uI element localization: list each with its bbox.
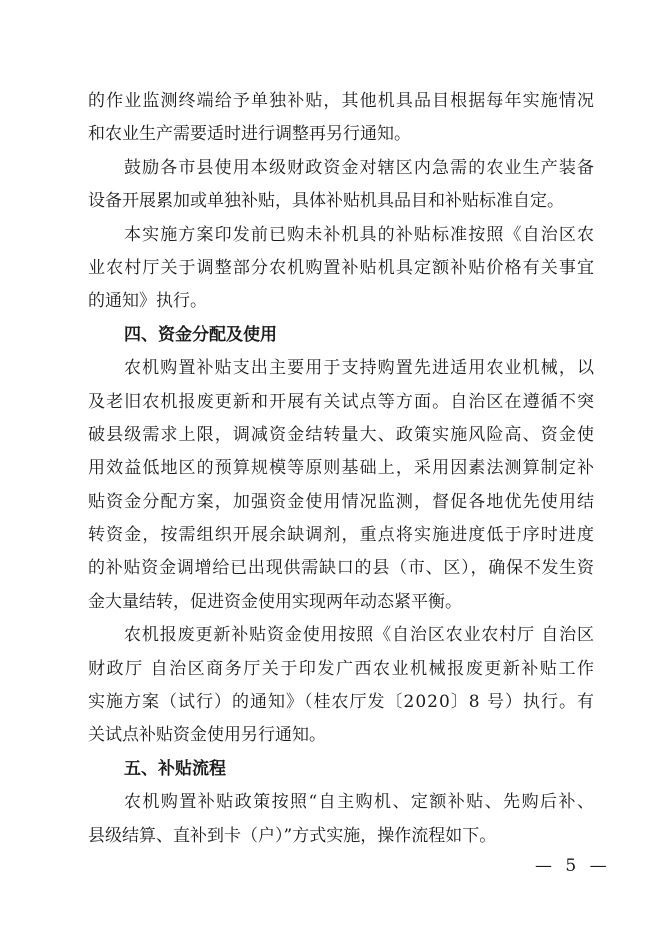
paragraph bbox=[88, 219, 594, 319]
paragraph bbox=[88, 619, 594, 753]
text-line bbox=[88, 519, 594, 552]
text-line-content: 设备开展累加或单独补贴，具体补贴机具品目和补贴标准自定。 bbox=[88, 191, 564, 212]
text-line-content: 五、补贴流程 bbox=[124, 758, 226, 779]
text-line bbox=[88, 686, 594, 719]
paragraph bbox=[88, 85, 594, 152]
text-line-content: 四、资金分配及使用 bbox=[124, 324, 277, 345]
page-number: — 5 — bbox=[535, 856, 611, 876]
paragraph bbox=[88, 152, 594, 219]
text-line-content: 及老旧农机报废更新和开展有关试点等方面。自治区在遵循不突 bbox=[88, 391, 596, 412]
text-line bbox=[88, 486, 594, 519]
document-body bbox=[88, 85, 594, 853]
text-line-content: 和农业生产需要适时进行调整再另行通知。 bbox=[88, 124, 411, 145]
text-line-content: 金大量结转，促进资金使用实现两年动态紧平衡。 bbox=[88, 591, 462, 612]
text-line-content: 破县级需求上限，调减资金结转量大、政策实施风险高、资金使 bbox=[88, 424, 596, 445]
text-line-content: 用效益低地区的预算规模等原则基础上，采用因素法测算制定补 bbox=[88, 458, 596, 479]
text-line-content: 转资金，按需组织开展余缺调剂，重点将实施进度低于序时进度 bbox=[88, 525, 596, 546]
section-heading bbox=[88, 319, 594, 352]
text-line bbox=[88, 586, 594, 619]
text-line bbox=[88, 386, 594, 419]
text-line-content: 贴资金分配方案，加强资金使用情况监测，督促各地优先使用结 bbox=[88, 491, 596, 512]
text-line bbox=[88, 452, 594, 485]
text-line-content: 的作业监测终端给予单独补贴，其他机具品目根据每年实施情况 bbox=[88, 91, 596, 111]
text-line bbox=[88, 820, 594, 853]
section-heading bbox=[88, 753, 594, 786]
text-line-content: 农机购置补贴政策按照“自主购机、定额补贴、先购后补、 bbox=[124, 792, 596, 813]
text-line-content: 的通知》执行。 bbox=[88, 291, 207, 312]
text-line-content: 农机报废更新补贴资金使用按照《自治区农业农村厅 自治区 bbox=[124, 625, 595, 646]
text-line-content: 关试点补贴资金使用另行通知。 bbox=[88, 725, 326, 746]
text-line bbox=[88, 319, 594, 352]
text-line-content: 财政厅 自治区商务厅关于印发广西农业机械报废更新补贴工作 bbox=[88, 658, 596, 679]
text-line bbox=[88, 185, 594, 218]
paragraph bbox=[88, 786, 594, 853]
text-line bbox=[88, 252, 594, 285]
text-line bbox=[88, 285, 594, 318]
text-line-content: 本实施方案印发前已购未补机具的补贴标准按照《自治区农 bbox=[124, 224, 596, 245]
text-line-content: 实施方案（试行）的通知》（桂农厅发〔2020〕8 号）执行。有 bbox=[88, 692, 595, 713]
text-line bbox=[88, 219, 594, 252]
text-line bbox=[88, 653, 594, 686]
text-line bbox=[88, 753, 594, 786]
text-line-content: 鼓励各市县使用本级财政资金对辖区内急需的农业生产装备 bbox=[124, 157, 596, 178]
text-line-content: 农机购置补贴支出主要用于支持购置先进适用农业机械，以 bbox=[124, 358, 596, 379]
text-line bbox=[88, 419, 594, 452]
text-line bbox=[88, 85, 594, 118]
text-line bbox=[88, 352, 594, 385]
text-line bbox=[88, 118, 594, 151]
text-line-content: 业农村厅关于调整部分农机购置补贴机具定额补贴价格有关事宜 bbox=[88, 257, 596, 278]
text-line-content: 的补贴资金调增给已出现供需缺口的县（市、区），确保不发生资 bbox=[88, 558, 595, 579]
text-line bbox=[88, 786, 594, 819]
text-line bbox=[88, 152, 594, 185]
text-line-content: 县级结算、直补到卡（户）”方式实施，操作流程如下。 bbox=[88, 825, 497, 846]
text-line bbox=[88, 552, 594, 585]
text-line bbox=[88, 719, 594, 752]
text-line bbox=[88, 619, 594, 652]
paragraph bbox=[88, 352, 594, 619]
